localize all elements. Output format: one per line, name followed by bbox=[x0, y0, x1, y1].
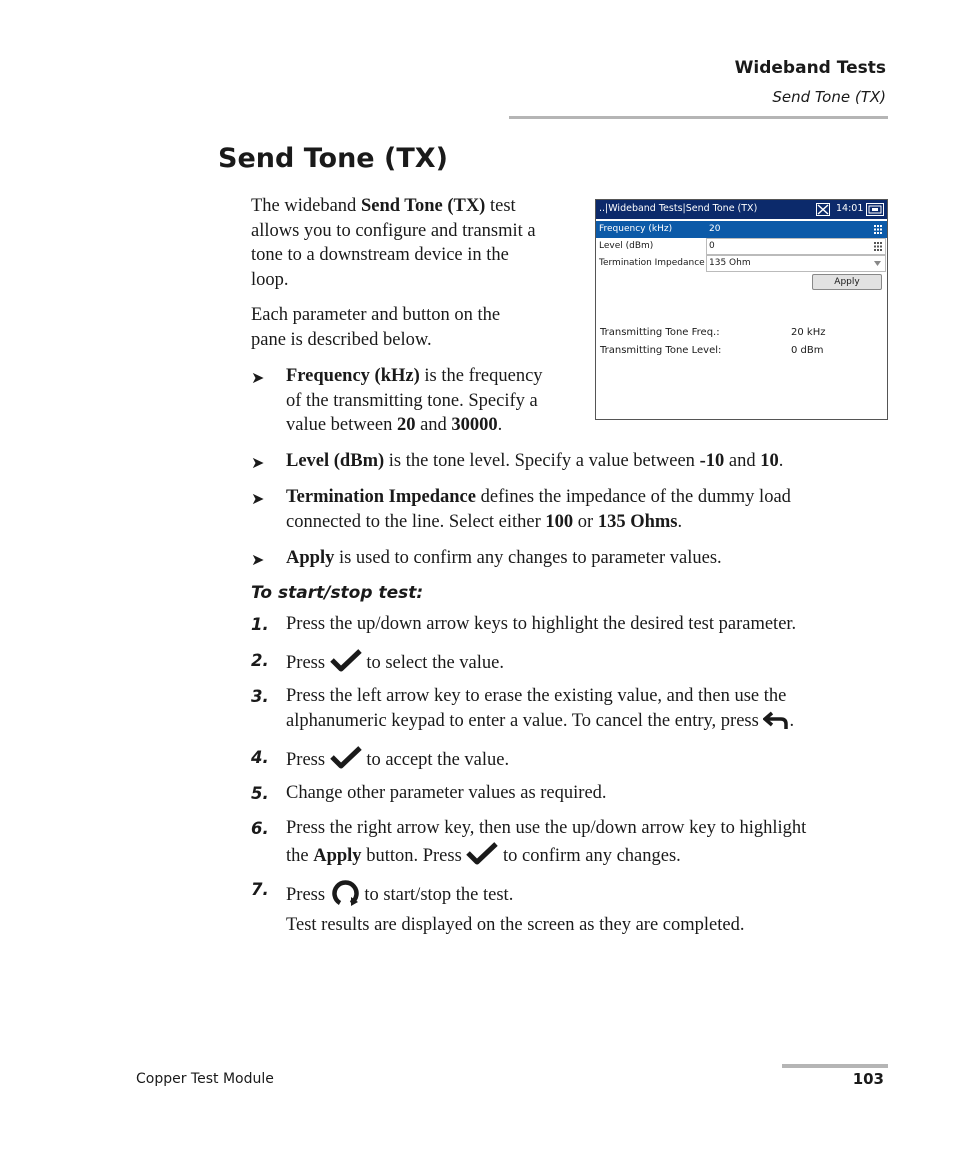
text: or bbox=[573, 511, 598, 532]
bold-term: Send Tone (TX) bbox=[360, 196, 486, 216]
param-label: Level (dBm) bbox=[599, 241, 654, 251]
param-value-field[interactable] bbox=[706, 238, 886, 255]
bold-term: Apply bbox=[313, 845, 362, 866]
device-title: ..|Wideband Tests|Send Tone (TX) bbox=[599, 203, 758, 214]
step-7 bbox=[286, 877, 513, 908]
bullet-level bbox=[286, 449, 783, 474]
back-arrow-icon bbox=[763, 710, 789, 730]
step-5 bbox=[286, 781, 607, 806]
text: connected to the line. Select either bbox=[286, 511, 546, 532]
param-label: Termination Impedance bbox=[599, 258, 705, 268]
param-row-level[interactable] bbox=[596, 238, 887, 255]
bold-term: Apply bbox=[286, 548, 335, 568]
footer-title: Copper Test Module bbox=[136, 1071, 274, 1087]
param-row-termination[interactable] bbox=[596, 255, 887, 272]
step-number: 7. bbox=[251, 880, 269, 899]
step-number: 5. bbox=[251, 784, 269, 803]
bold-term: Level (dBm) bbox=[286, 451, 385, 471]
param-label: Frequency (kHz) bbox=[599, 224, 673, 234]
intro-paragraph bbox=[251, 194, 536, 292]
bold-term: Termination Impedance bbox=[286, 487, 476, 507]
text: is the tone level. Specify a value between bbox=[384, 451, 700, 471]
text: and bbox=[724, 451, 761, 471]
start-stop-icon bbox=[330, 877, 360, 907]
result-value: 20 kHz bbox=[791, 327, 826, 338]
text: The wideband bbox=[251, 196, 361, 216]
param-row-frequency[interactable] bbox=[596, 221, 887, 238]
arrow-bullet-icon: ➤ bbox=[251, 455, 265, 472]
text: tone to a downstream device in the bbox=[251, 245, 509, 265]
result-label: Transmitting Tone Level: bbox=[600, 345, 722, 356]
text: is the frequency bbox=[419, 366, 543, 386]
checkmark-icon bbox=[330, 745, 362, 769]
arrow-bullet-icon: ➤ bbox=[251, 491, 265, 508]
text: alphanumeric keypad to enter a value. To cancel the entry, press bbox=[286, 710, 759, 731]
text: to accept the value. bbox=[366, 750, 510, 770]
text: Change other parameter values as required. bbox=[286, 783, 607, 803]
bold-value: 135 Ohms bbox=[597, 511, 678, 532]
param-select[interactable] bbox=[706, 255, 886, 272]
text: to start/stop the test. bbox=[364, 885, 514, 905]
procedure-title: To start/stop test: bbox=[251, 583, 424, 603]
param-value: 135 Ohm bbox=[709, 258, 751, 268]
text: Press the left arrow key to erase the existing value, and then use the bbox=[286, 686, 787, 706]
footer-rule bbox=[782, 1064, 888, 1068]
header-subsection: Send Tone (TX) bbox=[772, 88, 886, 106]
step-6 bbox=[286, 816, 806, 868]
bold-term: Frequency (kHz) bbox=[286, 366, 420, 386]
page-title: Send Tone (TX) bbox=[218, 143, 448, 174]
device-time: 14:01 bbox=[836, 203, 864, 214]
text: . bbox=[497, 415, 503, 435]
text: . bbox=[778, 451, 784, 471]
text: test bbox=[485, 196, 516, 216]
bold-value: 20 bbox=[396, 415, 416, 435]
param-value: 0 bbox=[709, 241, 715, 251]
step-number: 2. bbox=[251, 651, 269, 670]
bullet-apply bbox=[286, 546, 722, 571]
arrow-bullet-icon: ➤ bbox=[251, 552, 265, 569]
checkmark-icon bbox=[466, 841, 498, 865]
text: button. Press bbox=[361, 845, 467, 866]
apply-button[interactable]: Apply bbox=[812, 274, 882, 290]
text: Each parameter and button on the bbox=[251, 305, 501, 325]
bold-value: 30000 bbox=[451, 415, 498, 435]
result-label: Transmitting Tone Freq.: bbox=[600, 327, 720, 338]
step-number: 1. bbox=[251, 615, 269, 634]
step-3 bbox=[286, 684, 794, 733]
text: Press the up/down arrow keys to highlight the desired test parameter. bbox=[286, 614, 797, 634]
step-number: 6. bbox=[251, 819, 269, 838]
page-number: 103 bbox=[852, 1070, 884, 1088]
text: Press bbox=[286, 750, 326, 770]
text: defines the impedance of the dummy load bbox=[475, 487, 791, 507]
text: Press bbox=[286, 653, 326, 673]
device-titlebar bbox=[596, 200, 887, 219]
checkmark-icon bbox=[330, 648, 362, 672]
bullet-termination bbox=[286, 485, 791, 534]
battery-icon bbox=[866, 203, 884, 216]
text: loop. bbox=[251, 269, 289, 290]
text: pane is described below. bbox=[251, 329, 432, 350]
text: the bbox=[286, 845, 314, 866]
step-1 bbox=[286, 612, 796, 637]
text: value between bbox=[286, 415, 397, 435]
keypad-icon[interactable] bbox=[874, 242, 882, 251]
procedure-note: Test results are displayed on the screen as they are completed. bbox=[286, 915, 745, 935]
text: of the transmitting tone. Specify a bbox=[286, 390, 538, 411]
result-value: 0 dBm bbox=[791, 345, 824, 356]
header-section: Wideband Tests bbox=[734, 58, 886, 78]
text: . bbox=[789, 710, 795, 731]
text: to select the value. bbox=[366, 653, 504, 673]
text: and bbox=[415, 415, 452, 435]
bullet-frequency bbox=[286, 364, 543, 438]
text: allows you to configure and transmit a bbox=[251, 220, 536, 241]
param-value-field[interactable] bbox=[706, 221, 886, 238]
text: Press bbox=[286, 885, 326, 905]
step-number: 3. bbox=[251, 687, 269, 706]
param-value: 20 bbox=[709, 224, 721, 234]
step-4 bbox=[286, 745, 509, 773]
arrow-bullet-icon: ➤ bbox=[251, 370, 265, 387]
text: Press the right arrow key, then use the up/down arrow key to highlight bbox=[286, 818, 807, 838]
keypad-icon[interactable] bbox=[874, 225, 882, 234]
bold-value: 10 bbox=[760, 451, 779, 471]
text: . bbox=[677, 511, 683, 532]
bold-value: -10 bbox=[699, 451, 725, 471]
text: to confirm any changes. bbox=[503, 845, 681, 866]
text: is used to confirm any changes to parameter values. bbox=[334, 548, 722, 568]
header-rule bbox=[509, 116, 888, 119]
intro-paragraph-2 bbox=[251, 303, 500, 352]
device-screenshot bbox=[595, 199, 888, 420]
step-number: 4. bbox=[251, 748, 269, 767]
step-2 bbox=[286, 648, 504, 676]
bold-value: 100 bbox=[545, 511, 574, 532]
dropdown-arrow-icon[interactable] bbox=[874, 261, 881, 266]
close-icon[interactable] bbox=[816, 203, 830, 216]
